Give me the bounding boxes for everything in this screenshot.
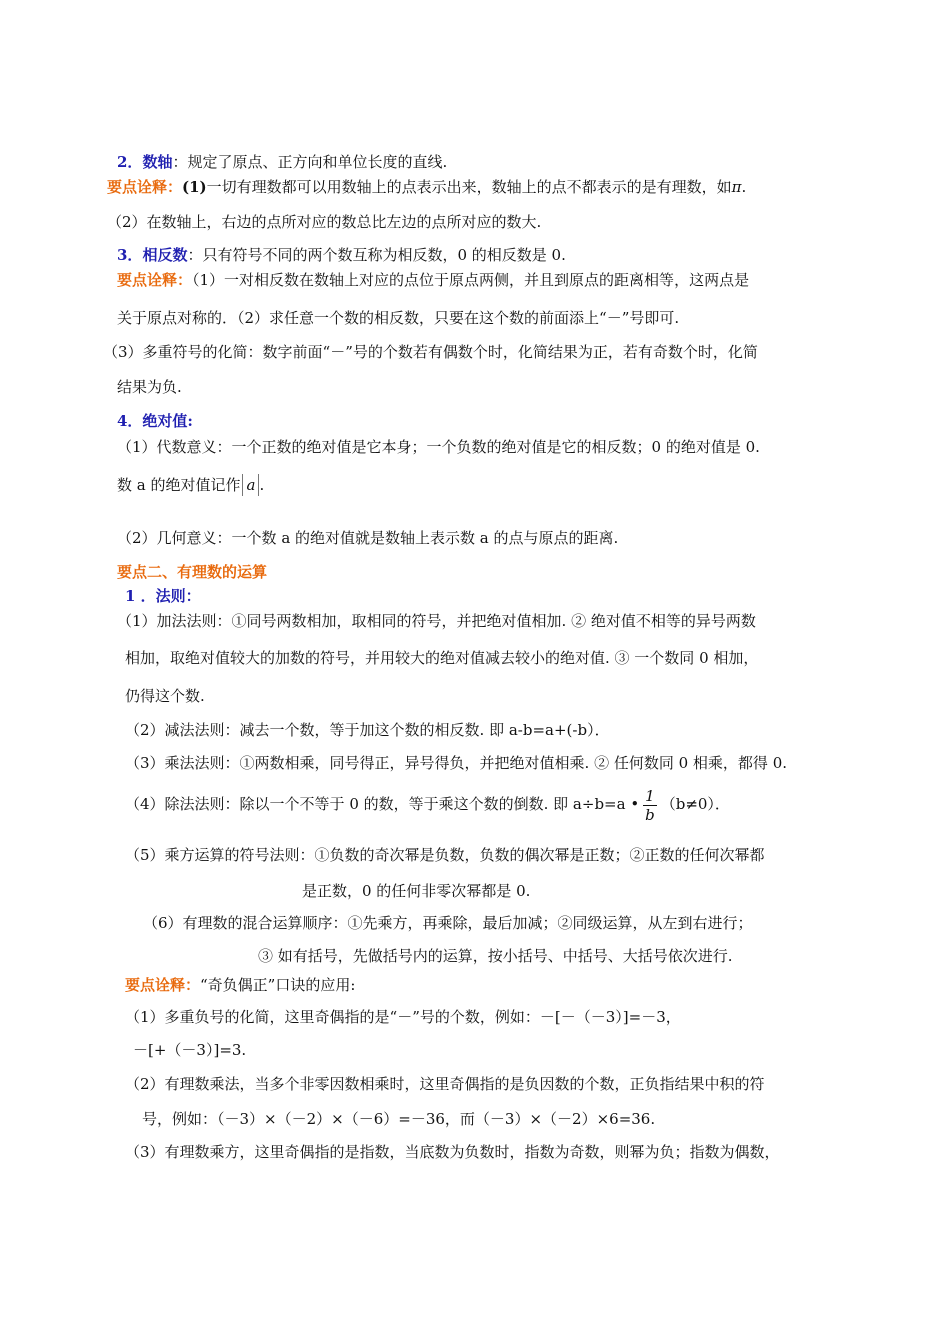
example-1a: （1）多重负号的化简，这里奇偶指的是“－”号的个数，例如：－[－（－3）]=－3， (125, 1008, 681, 1026)
note-text: （1）一对相反数在数轴上对应的点位于原点两侧，并且到原点的距离相等，这两点是 (192, 271, 750, 289)
number-line-definition (117, 152, 447, 172)
operations-note (125, 975, 355, 995)
fraction-denominator: b (645, 805, 655, 824)
definition-text: ：规定了原点、正方向和单位长度的直线. (172, 153, 448, 171)
note-marker: (1) (182, 178, 207, 196)
example-2b: 号，例如：（－3）×（－2）×（－6）=－36，而（－3）×（－2）×6=36. (142, 1110, 656, 1128)
note-number-line-1 (107, 177, 746, 197)
abs-a-expression: a (242, 474, 259, 496)
section-number: 3． (117, 246, 143, 264)
example-3a: （3）有理数乘方，这里奇偶指的是指数，当底数为负数时，指数为奇数，则幂为负；指数为偶数， (125, 1143, 780, 1161)
note-opposite-1b: 关于原点对称的．（2）求任意一个数的相反数，只要在这个数的前面添上“－”号即可. (117, 309, 680, 327)
mixed-order-2: ③ 如有括号，先做括号内的运算，按小括号、中括号、大括号依次进行. (258, 947, 733, 965)
note-end: . (741, 178, 747, 196)
note-label: 要点诠释： (125, 976, 201, 994)
absolute-value-title: 4．绝对值: (117, 412, 193, 430)
addition-rule-3: 仍得这个数. (125, 687, 205, 705)
subtraction-rule: （2）减法法则：减去一个数，等于加这个数的相反数. 即 a-b=a+(-b）． (125, 721, 610, 739)
note-number-line-2: （2）在数轴上，右边的点所对应的数总比左边的点所对应的数大. (107, 213, 542, 231)
mixed-order-1: （6）有理数的混合运算顺序：①先乘方，再乘除，最后加减；②同级运算，从左到右进行； (143, 914, 753, 932)
addition-rule-1: （1）加法法则：①同号两数相加，取相同的符号，并把绝对值相加. ② 绝对值不相等的异号两数 (117, 612, 756, 630)
fraction-numerator: 1 (645, 786, 655, 805)
note-label: 要点诠释： (107, 178, 183, 196)
division-condition: （b≠0）． (660, 795, 730, 813)
fraction-one-over-b (643, 787, 657, 824)
note-opposite-3: （3）多重符号的化简：数字前面“－”号的个数若有偶数个时，化简结果为正，若有奇数个时，化简 (103, 343, 758, 361)
absolute-value-geometric: （2）几何意义：一个数 a 的绝对值就是数轴上表示数 a 的点与原点的距离. (117, 529, 619, 547)
example-1b: －[+（－3）]=3. (133, 1041, 247, 1059)
notation-end: . (259, 476, 265, 494)
section-title-operations: 要点二、有理数的运算 (117, 563, 268, 581)
note-text: 一切有理数都可以用数轴上的点表示出来，数轴上的点不都表示的是有理数，如 (206, 178, 732, 196)
term-opposite-number: 相反数 (142, 246, 188, 264)
addition-rule-2: 相加，取绝对值较大的加数的符号，并用较大的绝对值减去较小的绝对值. ③ 一个数同 0 相加， (125, 649, 759, 667)
term-number-line: 数轴 (142, 153, 173, 171)
note-label: 要点诠释： (117, 271, 193, 289)
notation-text: 数 a 的绝对值记作 (117, 476, 241, 494)
example-2a: （2）有理数乘法，当多个非零因数相乘时，这里奇偶指的是负因数的个数，正负指结果中积的符 (125, 1075, 765, 1093)
pi-symbol: π (731, 178, 742, 196)
power-sign-rule-2: 是正数，0 的任何非零次幂都是 0. (302, 882, 531, 900)
absolute-value-notation (117, 474, 264, 496)
rules-title: 1 ．法则： (125, 587, 201, 605)
opposite-number-definition (117, 245, 566, 265)
definition-text: ：只有符号不同的两个数互称为相反数，0 的相反数是 0. (187, 246, 566, 264)
absolute-value-algebraic: （1）代数意义：一个正数的绝对值是它本身；一个负数的绝对值是它的相反数；0 的绝对值是 0. (117, 438, 760, 456)
division-text: （4）除法法则：除以一个不等于 0 的数，等于乘这个数的倒数. 即 a÷b=a • (125, 795, 640, 813)
note-opposite-1 (117, 270, 749, 290)
multiplication-rule: （3）乘法法则：①两数相乘，同号得正，异号得负，并把绝对值相乘. ② 任何数同 0 相乘，都得 0. (125, 754, 788, 772)
section-number: 2． (117, 153, 143, 171)
power-sign-rule-1: （5）乘方运算的符号法则：①负数的奇次幂是负数，负数的偶次幂是正数；②正数的任何次幂都 (125, 846, 765, 864)
division-rule (125, 784, 730, 824)
note-intro: “奇负偶正”口诀的应用: (200, 976, 356, 994)
note-opposite-3b: 结果为负. (117, 378, 182, 396)
